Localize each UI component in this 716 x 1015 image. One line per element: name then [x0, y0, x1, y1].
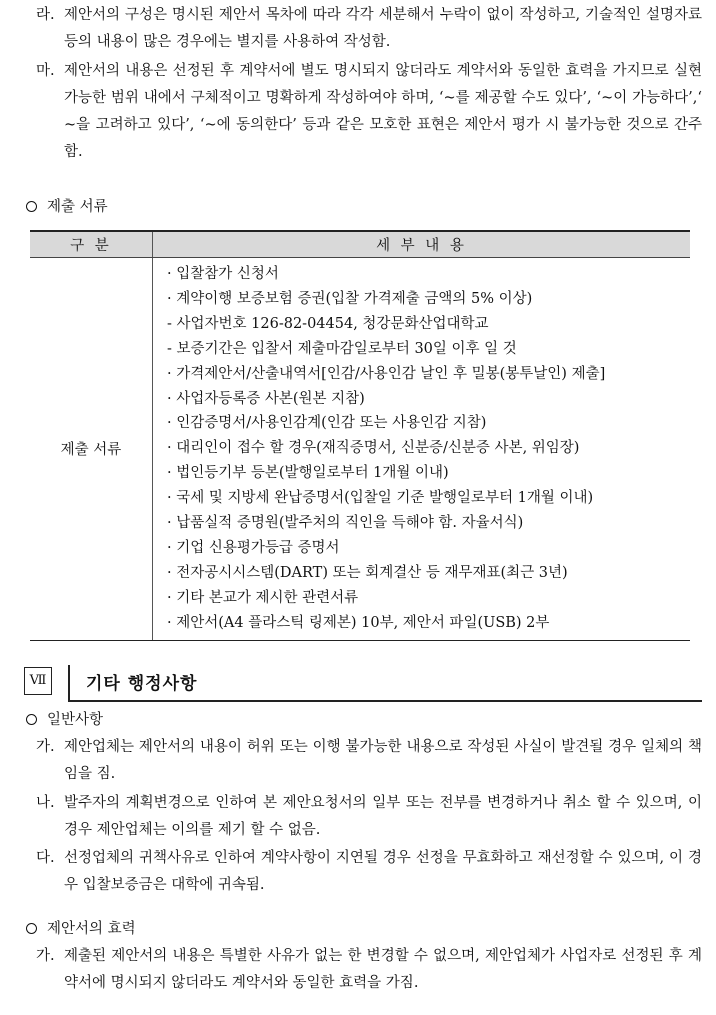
section-title: 기타 행정사항	[86, 674, 198, 694]
item-text: 제안서의 내용은 선정된 후 계약서에 별도 명시되지 않더라도 계약서와 동일한 효력을 가지므로 실현가능한 범위 내에서 구체적이고 명확하게 작성하여야 하며, ‘~를 제공할 수도 있다’, ‘~이 가능하다’,‘ ~을 고려하고 있다’, ‘~에 동의한다’ 등과 같은 모호한 표현은 제안서 평가 시 불가능한 것으로 간주함.	[64, 63, 702, 160]
list-item: · 입찰참가 신청서	[167, 266, 279, 282]
list-item: · 국세 및 지방세 완납증명서(입찰일 기준 발행일로부터 1개월 이내)	[167, 490, 594, 507]
item-marker: 나.	[36, 795, 55, 811]
list-item	[36, 734, 702, 788]
heading-text: 일반사항	[47, 712, 104, 728]
item-text: 제안업체는 제안서의 내용이 허위 또는 이행 불가능한 내용으로 작성된 사실이 발견될 경우 일체의 책임을 짐.	[64, 739, 702, 782]
item-text: 제안서의 구성은 명시된 제안서 목차에 따라 각각 세분해서 누락이 없이 작성하고, 기술적인 설명자료 등의 내용이 많은 경우에는 별지를 사용하여 작성함.	[64, 7, 702, 50]
list-item: · 기업 신용평가등급 증명서	[167, 539, 340, 556]
list-item: · 대리인이 접수 할 경우(재직증명서, 신분증/신분증 사본, 위임장)	[167, 440, 580, 457]
item-marker: 라.	[36, 7, 55, 23]
list-item	[36, 2, 702, 56]
section-heading-submission	[26, 196, 108, 218]
list-item	[36, 58, 702, 166]
list-item: · 전자공시시스템(DART) 또는 회계결산 등 재무재표(최근 3년)	[167, 564, 568, 581]
list-item: · 인감증명서/사용인감계(인감 또는 사용인감 지참)	[167, 415, 487, 432]
item-text: 선정업체의 귀책사유로 인하여 계약사항이 지연될 경우 선정을 무효화하고 재선정할 수 있으며, 이 경우 입찰보증금은 대학에 귀속됨.	[64, 850, 702, 893]
list-item: · 법인등기부 등본(발행일로부터 1개월 이내)	[167, 465, 449, 482]
list-item: · 납품실적 증명원(발주처의 직인을 득해야 함. 자율서식)	[167, 515, 524, 532]
list-item	[36, 943, 702, 997]
list-item: · 계약이행 보증보험 증권(입찰 가격제출 금액의 5% 이상)	[167, 290, 533, 307]
section-header	[24, 665, 702, 701]
list-item: · 가격제안서/산출내역서[인감/사용인감 날인 후 밀봉(봉투날인) 제출]	[167, 365, 606, 382]
item-marker: 가.	[36, 948, 55, 964]
document-list	[153, 258, 690, 640]
list-item: · 사업자등록증 사본(원본 지참)	[167, 390, 365, 407]
section-heading-general	[26, 709, 103, 731]
list-item: · 기타 본교가 제시한 관련서류	[167, 589, 359, 606]
table-row	[30, 258, 690, 641]
list-item: · 제안서(A4 플라스틱 링제본) 10부, 제안서 파일(USB) 2부	[167, 614, 550, 631]
section-number: Ⅶ	[24, 667, 52, 695]
list-item: - 보증기간은 입찰서 제출마감일로부터 30일 이후 일 것	[167, 340, 517, 357]
list-item	[36, 845, 702, 899]
circle-bullet-icon	[26, 714, 37, 725]
table-header-row	[30, 231, 690, 258]
divider	[68, 665, 70, 701]
item-marker: 가.	[36, 739, 55, 755]
header-detail: 세 부 내 용	[153, 231, 691, 258]
item-marker: 마.	[36, 63, 55, 79]
divider	[68, 700, 702, 702]
item-text: 발주자의 계획변경으로 인하여 본 제안요청서의 일부 또는 전부를 변경하거나 취소 할 수 있으며, 이 경우 제안업체는 이의를 제기 할 수 없음.	[64, 795, 702, 838]
circle-bullet-icon	[26, 923, 37, 934]
list-item	[36, 790, 702, 844]
heading-text: 제안서의 효력	[47, 921, 136, 937]
circle-bullet-icon	[26, 201, 37, 212]
item-marker: 다.	[36, 850, 55, 866]
header-category: 구 분	[30, 231, 153, 258]
item-text: 제출된 제안서의 내용은 특별한 사유가 없는 한 변경할 수 없으며, 제안업체가 사업자로 선정된 후 계약서에 명시되지 않더라도 계약서와 동일한 효력을 가짐.	[64, 948, 702, 991]
section-heading-effect	[26, 918, 136, 940]
list-item: - 사업자번호 126-82-04454, 청강문화산업대학교	[167, 315, 489, 332]
submission-table	[30, 230, 690, 641]
category-cell: 제출 서류	[30, 258, 153, 641]
detail-cell	[153, 258, 691, 641]
heading-text: 제출 서류	[47, 199, 108, 215]
